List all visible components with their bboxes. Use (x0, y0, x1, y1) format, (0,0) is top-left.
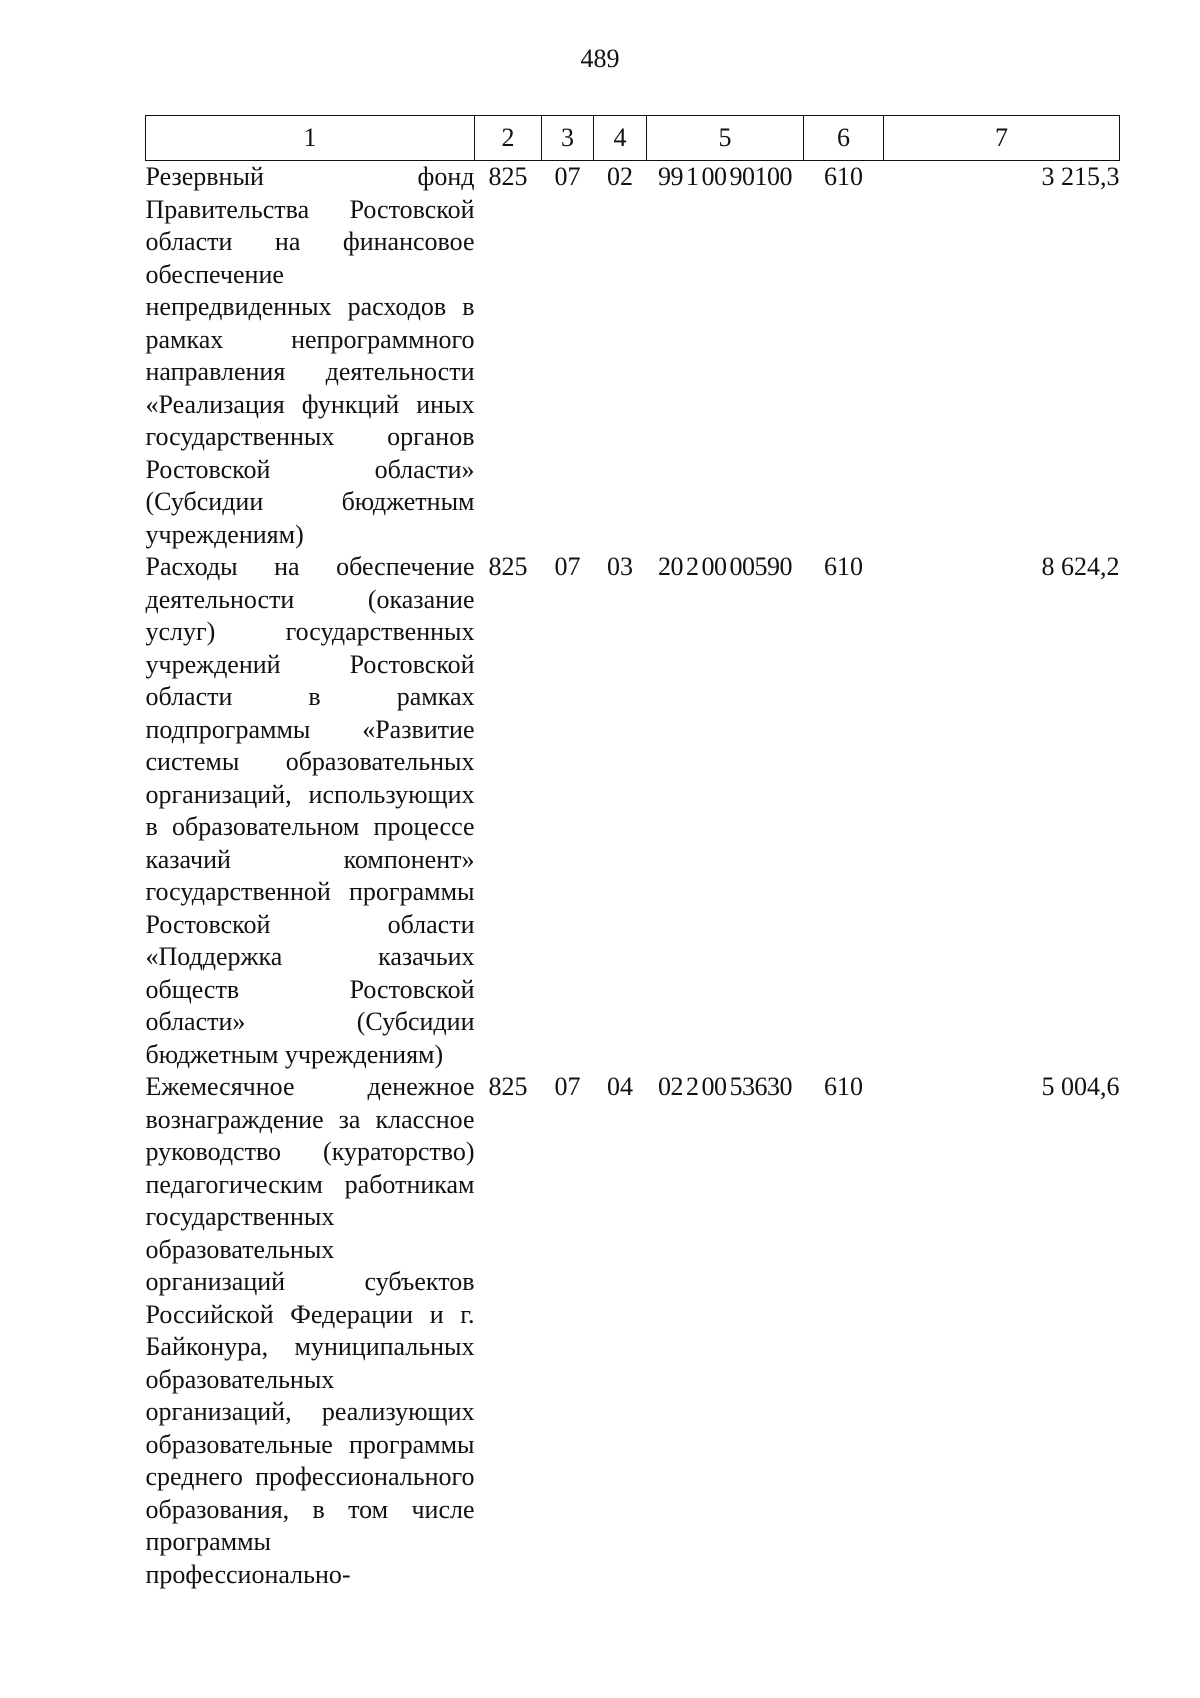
row-name-cell: Расходы на обеспечение деятельности (оказание услуг) государственных учреждений Ростовской области в рамках подпрограммы «Развитие системы образовательных организаций, использующих в образовательном процессе казачий компонент» государственной программы Ростовской области «Поддержка казачьих обществ Ростовской области» (Субсидии бюджетным учреждениям) (145, 552, 475, 1069)
budget-table (145, 115, 1120, 1591)
row-section: 07 (554, 1072, 581, 1101)
row-admin-code: 825 (488, 162, 528, 191)
row-expense-type: 610 (824, 162, 863, 191)
table-row (146, 551, 1120, 1071)
row-subsection: 02 (607, 162, 633, 191)
row-name-cell: Резервный фонд Правительства Ростовской области на финансовое обеспечение непредвиденных расходов в рамках непрограммного направления деятельности «Реализация функций иных государственных органов Ростовской области» (Субсидии бюджетным учреждениям) (145, 162, 475, 549)
table-header-row (146, 116, 1120, 161)
row-subsection: 03 (607, 552, 633, 581)
header-col-1: 1 (146, 116, 475, 161)
header-col-2: 2 (475, 116, 542, 161)
row-amount: 5 004,6 (1041, 1072, 1120, 1101)
table-row (146, 1071, 1120, 1591)
row-name-cell: Ежемесячное денежное вознаграждение за классное руководство (кураторство) педагогическим работникам государственных образовательных организаций субъектов Российской Федерации и г. Байконура, муниципальных образовательных организаций, реализующих образовательные программы среднего профессионального образования, в том числе программы профессионально- (145, 1072, 475, 1589)
table-row (146, 161, 1120, 552)
row-admin-code: 825 (488, 1072, 528, 1101)
row-subsection: 04 (607, 1072, 633, 1101)
row-amount: 8 624,2 (1041, 552, 1120, 581)
row-target-article: 99 1 00 90100 (658, 162, 792, 191)
row-admin-code: 825 (488, 552, 528, 581)
row-target-article: 02 2 00 53630 (658, 1072, 792, 1101)
header-col-3: 3 (542, 116, 594, 161)
row-expense-type: 610 (824, 552, 863, 581)
page-number: 489 (580, 44, 620, 73)
row-section: 07 (554, 552, 581, 581)
header-col-4: 4 (594, 116, 647, 161)
row-section: 07 (554, 162, 581, 191)
header-col-6: 6 (804, 116, 884, 161)
row-target-article: 20 2 00 00590 (658, 552, 792, 581)
header-col-7: 7 (884, 116, 1120, 161)
row-expense-type: 610 (824, 1072, 863, 1101)
header-col-5: 5 (647, 116, 804, 161)
row-amount: 3 215,3 (1041, 162, 1120, 191)
